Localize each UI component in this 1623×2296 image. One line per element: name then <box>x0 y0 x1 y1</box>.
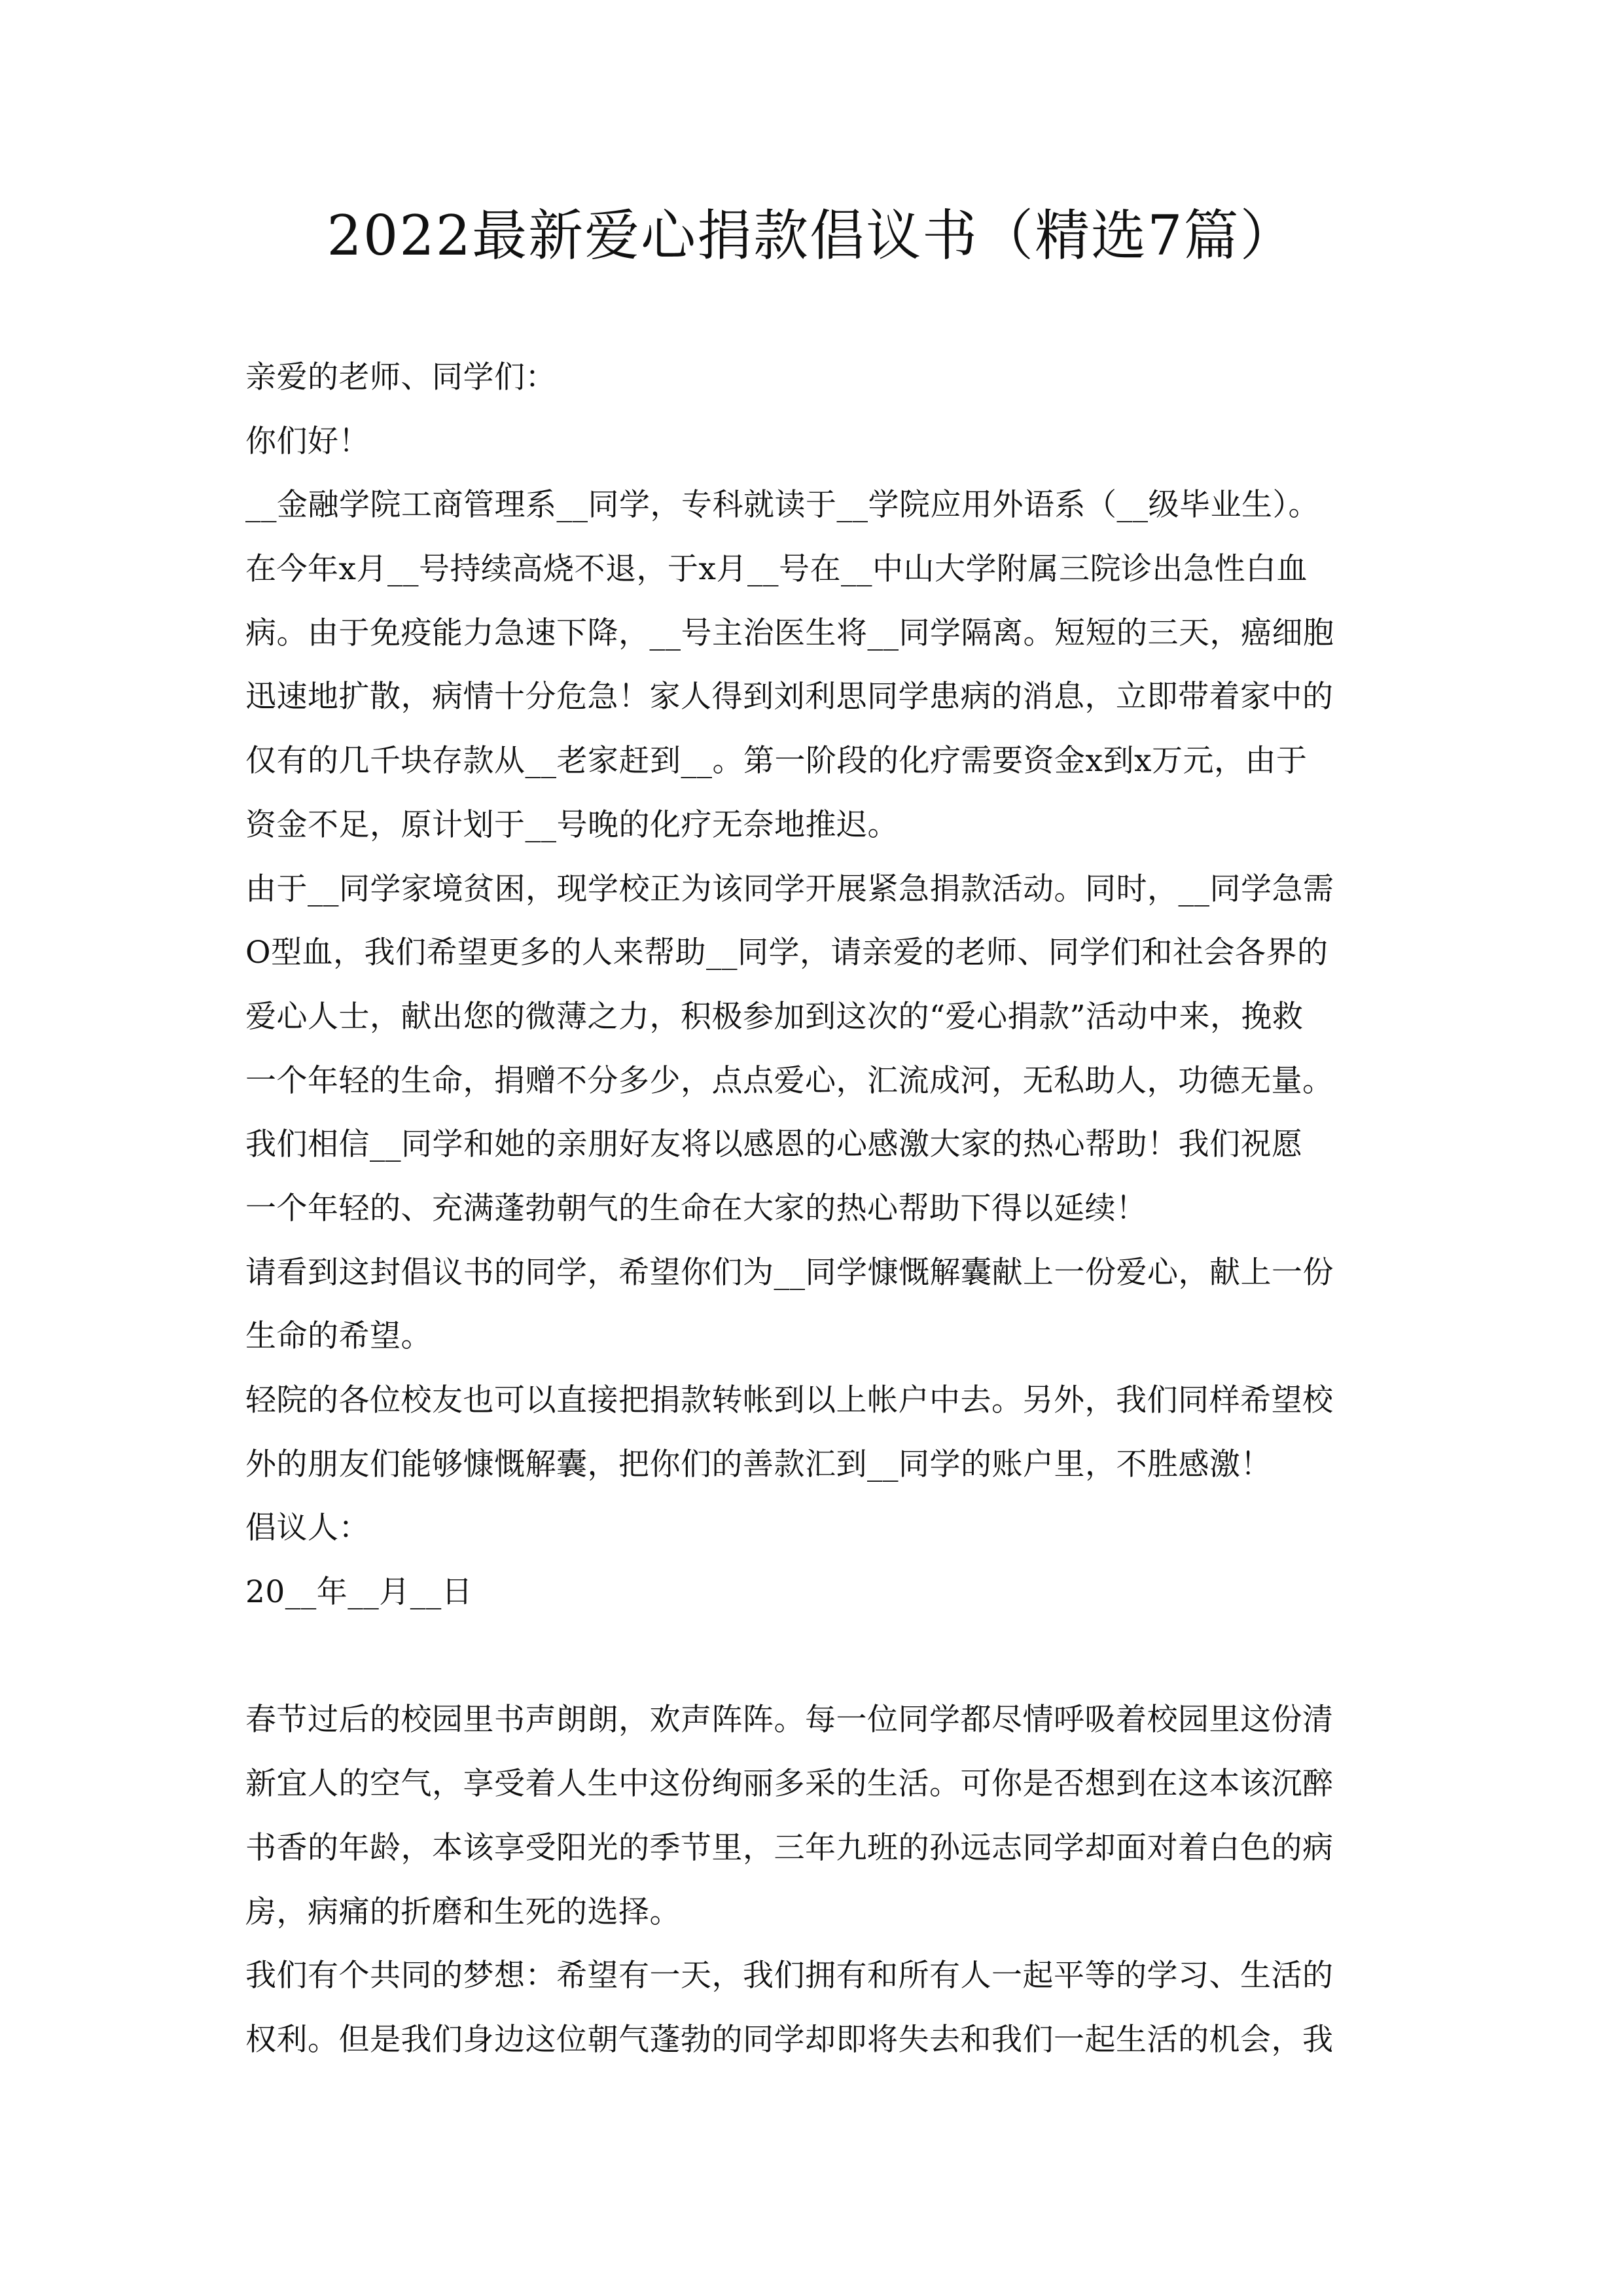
document-title: 2022最新爱心捐款倡议书（精选7篇） <box>327 204 1296 268</box>
text-line: __金融学院工商管理系__同学，专科就读于__学院应用外语系（__级毕业生）。 <box>245 487 1319 524</box>
text-line: 一个年轻的生命，捐赠不分多少，点点爱心，汇流成河，无私助人，功德无量。 <box>245 1062 1334 1099</box>
text-line: 一个年轻的、充满蓬勃朝气的生命在大家的热心帮助下得以延续！ <box>245 1190 1147 1227</box>
text-line: 房，病痛的折磨和生死的选择。 <box>245 1893 681 1930</box>
text-line: 爱心人士，献出您的微薄之力，积极参加到这次的“爱心捐款”活动中来，挽救 <box>245 998 1304 1035</box>
text-line: 权利。但是我们身边这位朝气蓬勃的同学却即将失去和我们一起生活的机会，我 <box>245 2021 1334 2058</box>
section-gap <box>245 1624 1410 1689</box>
text-line: 迅速地扩散，病情十分危急！家人得到刘利思同学患病的消息，立即带着家中的 <box>245 679 1334 715</box>
text-line: 20__年__月__日 <box>245 1574 473 1611</box>
text-line: 外的朋友们能够慷慨解囊，把你们的善款汇到__同学的账户里，不胜感激！ <box>245 1446 1272 1482</box>
section-2 <box>245 1688 1410 2072</box>
text-line: 书香的年龄，本该享受阳光的季节里，三年九班的孙远志同学却面对着白色的病 <box>245 1829 1334 1866</box>
text-line: 仅有的几千块存款从__老家赶到__。第一阶段的化疗需要资金x到x万元，由于 <box>245 743 1308 780</box>
document-body <box>245 346 1410 2072</box>
text-line: 在今年x月__号持续高烧不退，于x月__号在__中山大学附属三院诊出急性白血 <box>245 551 1308 588</box>
text-line: 春节过后的校园里书声朗朗，欢声阵阵。每一位同学都尽情呼吸着校园里这份清 <box>245 1702 1334 1738</box>
text-line: 我们相信__同学和她的亲朋好友将以感恩的心感激大家的热心帮助！我们祝愿 <box>245 1126 1303 1163</box>
text-line: 生命的希望。 <box>245 1318 432 1355</box>
text-line: 倡议人： <box>245 1510 370 1547</box>
text-line: 亲爱的老师、同学们： <box>245 359 556 395</box>
text-line: 病。由于免疫能力急速下降，__号主治医生将__同学隔离。短短的三天，癌细胞 <box>245 615 1334 651</box>
text-line: 新宜人的空气，享受着人生中这份绚丽多采的生活。可你是否想到在这本该沉醉 <box>245 1766 1334 1803</box>
section-1 <box>245 346 1410 1624</box>
text-line: 由于__同学家境贫困，现学校正为该同学开展紧急捐款活动。同时，__同学急需 <box>245 870 1334 907</box>
text-line: 请看到这封倡议书的同学，希望你们为__同学慷慨解囊献上一份爱心，献上一份 <box>245 1254 1334 1291</box>
text-line: 你们好！ <box>245 423 370 459</box>
text-line: 轻院的各位校友也可以直接把捐款转帐到以上帐户中去。另外，我们同样希望校 <box>245 1382 1334 1418</box>
text-line: 我们有个共同的梦想：希望有一天，我们拥有和所有人一起平等的学习、生活的 <box>245 1958 1334 1994</box>
text-line: O型血，我们希望更多的人来帮助__同学，请亲爱的老师、同学们和社会各界的 <box>245 935 1329 971</box>
text-line: 资金不足，原计划于__号晚的化疗无奈地推迟。 <box>245 806 899 843</box>
